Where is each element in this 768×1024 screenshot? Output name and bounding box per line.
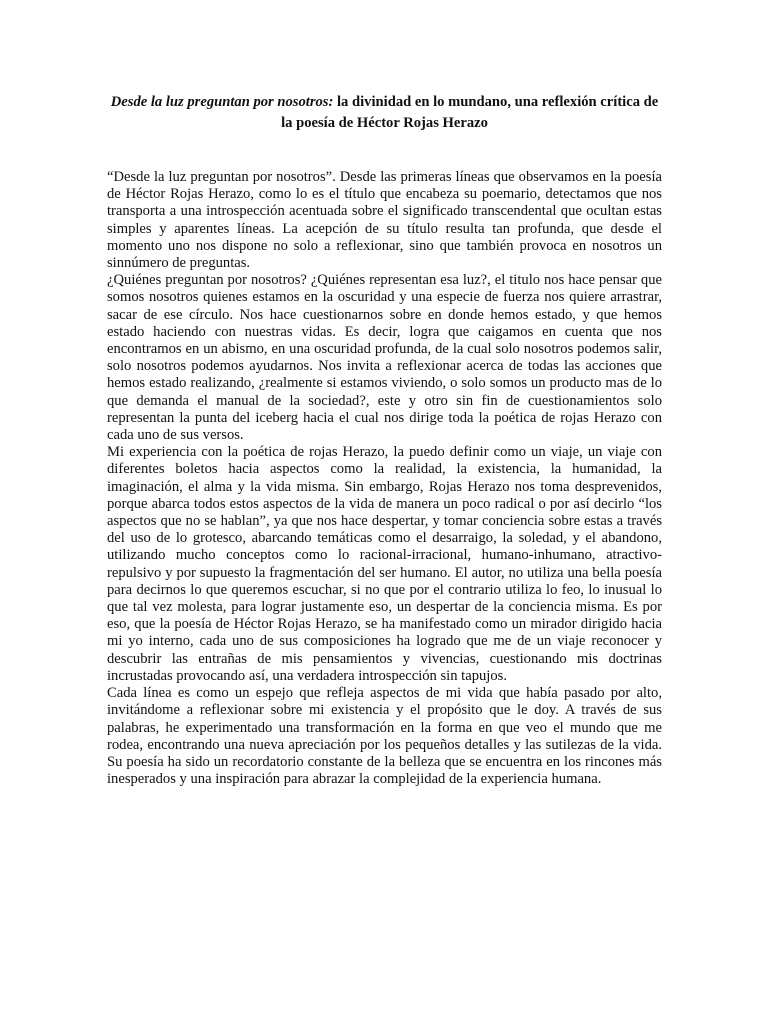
paragraph-1: “Desde la luz preguntan por nosotros”. Desde las primeras líneas que observamos en la poesía de Héctor Rojas Herazo, como lo es el título que encabeza su poemario, detectamos que nos transporta a una introspección acentuada sobre el significado transcendental que ocultan estas simples y aparentes líneas. La acepción de su título resulta tan profunda, que desde el momento uno nos dispone no solo a reflexionar, sino que también provoca en nosotros un sinnúmero de preguntas.: [107, 169, 662, 272]
paragraph-3: Mi experiencia con la poética de rojas Herazo, la puedo definir como un viaje, un viaje con diferentes boletos hacia aspectos como la realidad, la existencia, la humanidad, la imaginación, el alma y la vida misma. Sin embargo, Rojas Herazo nos toma desprevenidos, porque abarca todos estos aspectos de la vida de manera un poco radical o por así decirlo “los aspectos que no se hablan”, ya que nos hace despertar, y tomar conciencia sobre estas a través del uso de lo grotesco, abarcando temáticas como el desarraigo, la soledad, y el abandono, utilizando mucho conceptos como lo racional-irracional, humano-inhumano, atractivo-repulsivo y por supuesto la fragmentación del ser humano. El autor, no utiliza una bella poesía para decirnos lo que queremos escuchar, si no que por el contrario utiliza lo feo, lo inusual lo que tal vez molesta, para lograr justamente eso, un despertar de la conciencia misma. Es por eso, que la poesía de Héctor Rojas Herazo, se ha manifestado como un mirador dirigido hacia mi yo interno, cada uno de sus composiciones ha logrado que me de un viaje reconocer y descubrir las entrañas de mis pensamientos y vivencias, cuestionando mis doctrinas incrustadas provocando así, una verdadera introspección sin tapujos.: [107, 444, 662, 684]
paragraph-2: ¿Quiénes preguntan por nosotros? ¿Quiénes representan esa luz?, el titulo nos hace pensar que somos nosotros quienes estamos en la oscuridad y una especie de fuerza nos quiere arrastrar, sacar de ese círculo. Nos hace cuestionarnos sobre en donde hemos estado, y que hemos estado haciendo con nuestras vidas. Es decir, logra que caigamos en cuenta que nos encontramos en un abismo, en una oscuridad profunda, de la cual solo nosotros podemos salir, solo nosotros podemos ayudarnos. Nos invita a reflexionar acerca de todas las acciones que hemos estado realizando, ¿realmente si estamos viviendo, o solo somos un producto mas de lo que demanda el manual de la sociedad?, este y otro sin fin de cuestionamientos solo representan la punta del iceberg hacia el cual nos dirige toda la poética de rojas Herazo con cada uno de sus versos.: [107, 272, 662, 444]
document-page: [107, 92, 662, 788]
title-italic: Desde la luz preguntan por nosotros:: [110, 94, 334, 110]
title-rest: la divinidad en lo mundano, una reflexión crítica de la poesía de Héctor Rojas Herazo: [281, 94, 659, 131]
paragraph-4: Cada línea es como un espejo que refleja aspectos de mi vida que había pasado por alto, invitándome a reflexionar sobre mi existencia y el propósito que le doy. A través de sus palabras, he experimentado una transformación en la forma en que veo el mundo que me rodea, encontrando una nueva apreciación por los pequeños detalles y las sutilezas de la vida. Su poesía ha sido un recordatorio constante de la belleza que se encuentra en los rincones más inesperados y una inspiración para abrazar la complejidad de la experiencia humana.: [107, 685, 662, 788]
document-title: [107, 92, 662, 134]
